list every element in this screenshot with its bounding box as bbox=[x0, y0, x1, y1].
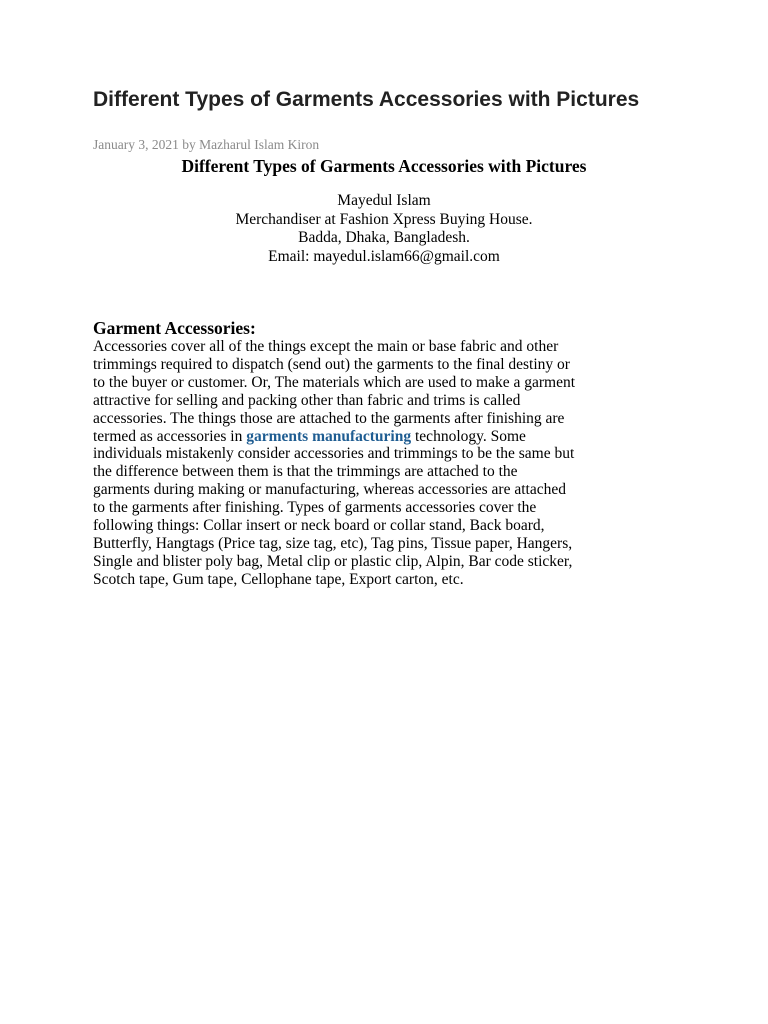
paragraph-line: Single and blister poly bag, Metal clip or plastic clip, Alpin, Bar code sticker, bbox=[93, 552, 573, 570]
author-role: Merchandiser at Fashion Xpress Buying House. bbox=[235, 210, 533, 228]
paragraph-line: accessories. The things those are attached to the garments after finishing are bbox=[93, 409, 565, 427]
paragraph-line: following things: Collar insert or neck board or collar stand, Back board, bbox=[93, 517, 545, 535]
paragraph-line: attractive for selling and packing other than fabric and trims is called bbox=[93, 391, 521, 409]
post-date: January 3, 2021 bbox=[93, 137, 179, 152]
post-title: Different Types of Garments Accessories with Pictures bbox=[93, 88, 640, 111]
paragraph-line: Butterfly, Hangtags (Price tag, size tag, etc), Tag pins, Tissue paper, Hangers, bbox=[93, 534, 573, 552]
author-email: Email: mayedul.islam66@gmail.com bbox=[268, 247, 500, 265]
paragraph-line: to the buyer or customer. Or, The materials which are used to make a garment bbox=[93, 373, 576, 391]
post-meta bbox=[93, 137, 319, 153]
paragraph-line: garments during making or manufacturing, whereas accessories are attached bbox=[93, 481, 566, 499]
line-text-before-link: termed as accessories in bbox=[93, 427, 247, 445]
post-by: by bbox=[182, 137, 196, 152]
author-block bbox=[0, 192, 768, 266]
paragraph-line: individuals mistakenly consider accessories and trimmings to be the same but bbox=[93, 445, 575, 463]
section-paragraph bbox=[93, 338, 683, 589]
paragraph-line: Accessories cover all of the things except the main or base fabric and other bbox=[93, 338, 559, 355]
paragraph-line: Scotch tape, Gum tape, Cellophane tape, Export carton, etc. bbox=[93, 570, 464, 588]
line-text-after-link: technology. Some bbox=[411, 427, 526, 445]
paragraph-line: trimmings required to dispatch (send out) the garments to the final destiny or bbox=[93, 355, 570, 373]
paragraph-line: to the garments after finishing. Types of garments accessories cover the bbox=[93, 499, 537, 517]
garments-manufacturing-link[interactable]: garments manufacturing bbox=[246, 427, 412, 445]
author-name: Mayedul Islam bbox=[337, 192, 431, 209]
author-location: Badda, Dhaka, Bangladesh. bbox=[298, 229, 470, 246]
post-author: Mazharul Islam Kiron bbox=[199, 137, 320, 152]
garment-accessories-section bbox=[93, 318, 683, 589]
paragraph-line: the difference between them is that the trimmings are attached to the bbox=[93, 463, 518, 481]
section-heading: Garment Accessories: bbox=[93, 318, 256, 338]
paragraph-line-with-link bbox=[93, 428, 683, 446]
document-heading: Different Types of Garments Accessories with Pictures bbox=[181, 156, 587, 176]
